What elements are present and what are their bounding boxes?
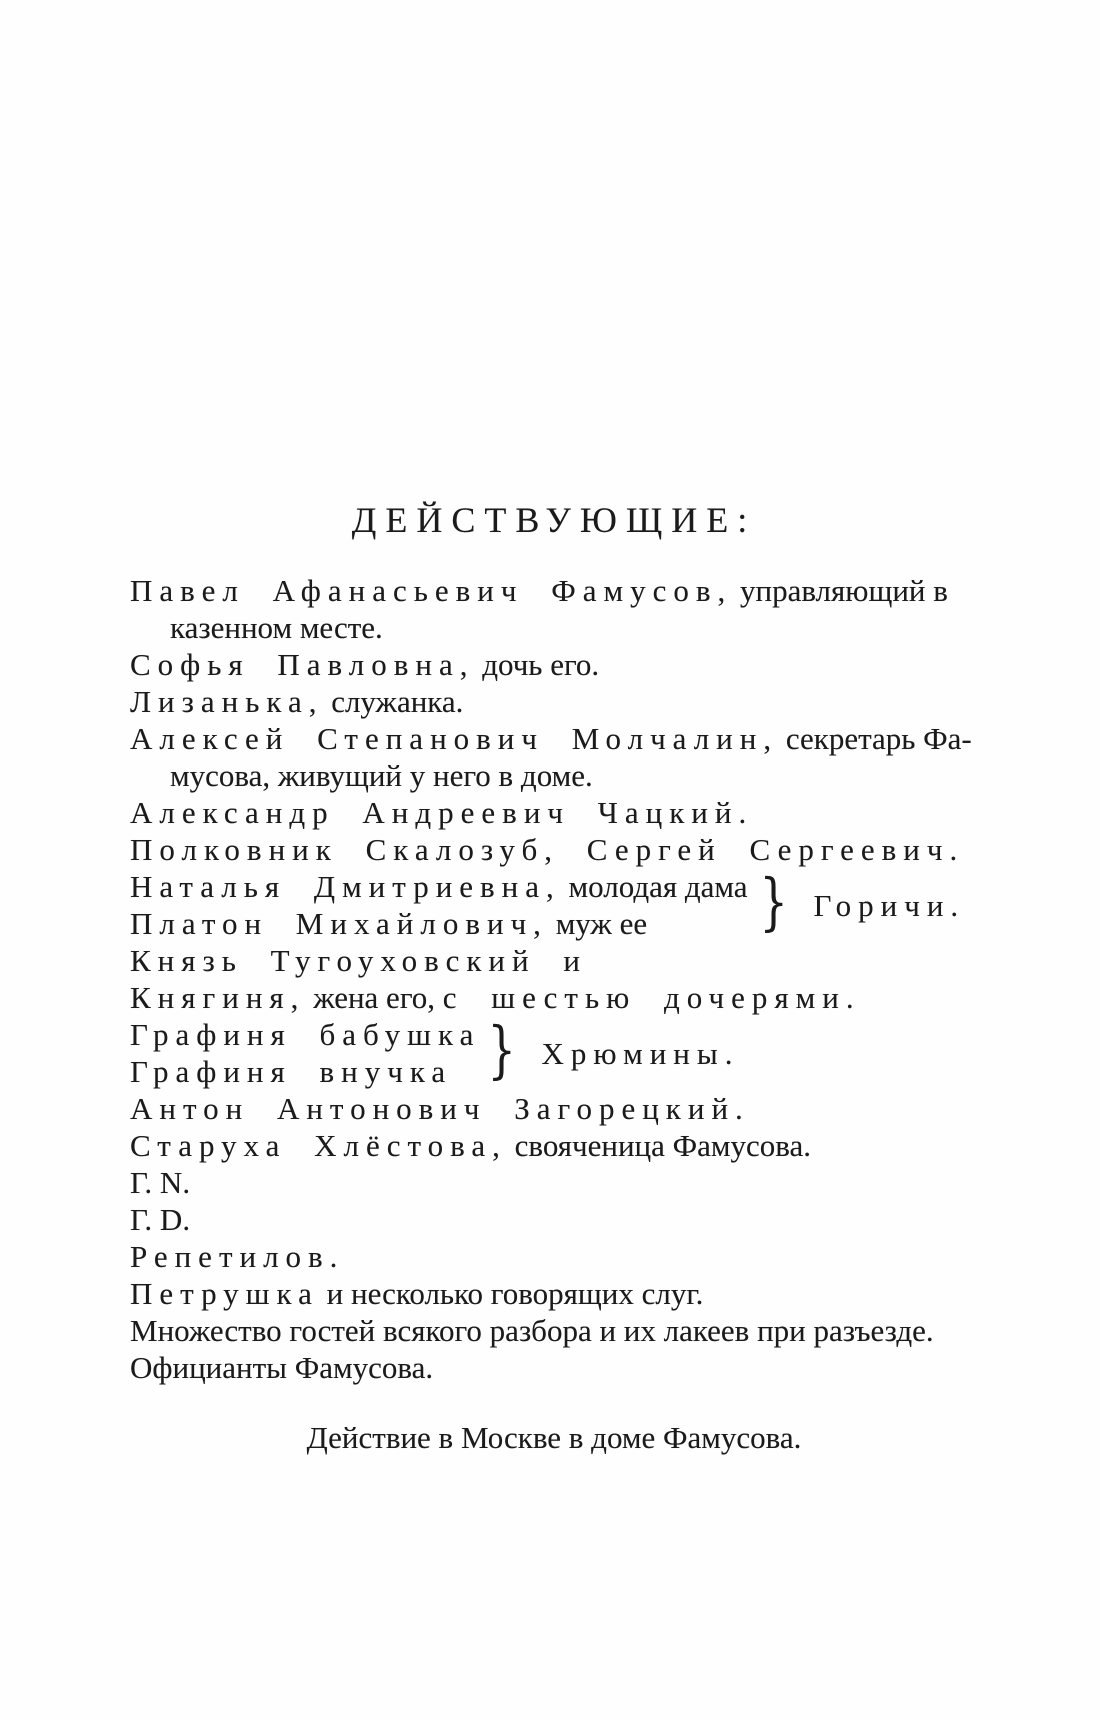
character-name-text: Полковник Скалозуб, Сергей Сергеевич. xyxy=(130,832,965,867)
character-name-text: Антон Антонович Загорецкий. xyxy=(130,1091,750,1126)
character-name-text: Графиня бабушка xyxy=(130,1017,481,1052)
page-content xyxy=(130,499,978,1456)
cast-entry xyxy=(130,1238,978,1275)
character-role-text: мусова, живущий у него в доме. xyxy=(170,758,593,793)
character-name-text: Александр Андреевич Чацкий. xyxy=(130,795,754,830)
character-role-text: Г. D. xyxy=(130,1202,191,1237)
cast-family-group xyxy=(130,865,978,942)
character-role-text: служанка. xyxy=(323,684,464,719)
character-name-text: Репетилов. xyxy=(130,1239,345,1274)
character-name-text: Павел Афанасьевич Фамусов, xyxy=(130,573,733,608)
character-role-text: свояченица Фамусова. xyxy=(506,1128,812,1163)
cast-group-lines xyxy=(130,1016,482,1090)
cast-entry xyxy=(130,572,978,609)
family-name-label: Хрюмины. xyxy=(541,1035,740,1071)
character-role-text: Официанты Фамусова. xyxy=(130,1350,434,1385)
family-name-label: Горичи. xyxy=(813,887,966,923)
cast-entry xyxy=(130,720,978,757)
cast-entry xyxy=(130,1053,482,1090)
character-name-text: Петрушка xyxy=(130,1276,319,1311)
character-role-text: муж ее xyxy=(547,906,648,941)
cast-entry xyxy=(130,1127,978,1164)
cast-entry xyxy=(130,1201,978,1238)
cast-entry xyxy=(130,1275,978,1312)
cast-group-lines xyxy=(130,868,754,942)
character-name-text: Лизанька, xyxy=(130,684,324,719)
cast-entry xyxy=(130,1312,978,1349)
cast-family-group xyxy=(130,1013,978,1090)
cast-entry xyxy=(130,1164,978,1201)
cast-entry xyxy=(130,1016,482,1053)
cast-entry xyxy=(130,942,978,979)
character-name-text: Наталья Дмитриевна, xyxy=(130,869,561,904)
character-name-text: с шестью дочерями. xyxy=(442,980,861,1015)
character-name-text: Старуха Хлёстова, xyxy=(130,1128,507,1163)
cast-entry xyxy=(130,1349,978,1386)
cast-entry xyxy=(130,979,978,1016)
character-role-text: жена его, xyxy=(305,980,443,1015)
character-role-text: Множество гостей всякого разбора и их лакеев при разъезде. xyxy=(130,1313,934,1348)
character-name-text: Княгиня, xyxy=(130,980,306,1015)
character-name-text: Софья Павловна, xyxy=(130,647,475,682)
character-role-text: управляющий в xyxy=(732,573,948,608)
character-role-text: молодая дама xyxy=(560,869,748,904)
character-role-text: секретарь Фа- xyxy=(778,721,972,756)
cast-entry xyxy=(130,868,754,905)
cast-title: ДЕЙСТВУЮЩИЕ: xyxy=(351,500,757,540)
cast-entry xyxy=(130,794,978,831)
character-role-text: и несколько говорящих слуг. xyxy=(318,1276,704,1311)
cast-entry xyxy=(130,683,978,720)
cast-entry xyxy=(130,905,754,942)
cast-entry xyxy=(130,831,978,868)
character-name-text: Платон Михайлович, xyxy=(130,906,548,941)
cast-entry xyxy=(130,646,978,683)
stage-note: Действие в Москве в доме Фамусова. xyxy=(306,1420,802,1455)
cast-entry xyxy=(130,1090,978,1127)
cast-entry-continuation xyxy=(130,609,978,646)
character-role-text: Г. N. xyxy=(130,1165,191,1200)
brace-icon: } xyxy=(487,1013,516,1086)
character-name-text: Алексей Степанович Молчалин, xyxy=(130,721,779,756)
brace-icon: } xyxy=(759,865,788,938)
cast-list xyxy=(130,572,978,1386)
character-role-text: дочь его. xyxy=(474,647,600,682)
character-name-text: Князь Тугоуховский и xyxy=(130,943,587,978)
character-name-text: Графиня внучка xyxy=(130,1054,453,1089)
cast-entry-continuation xyxy=(130,757,978,794)
character-role-text: казенном месте. xyxy=(170,610,383,645)
